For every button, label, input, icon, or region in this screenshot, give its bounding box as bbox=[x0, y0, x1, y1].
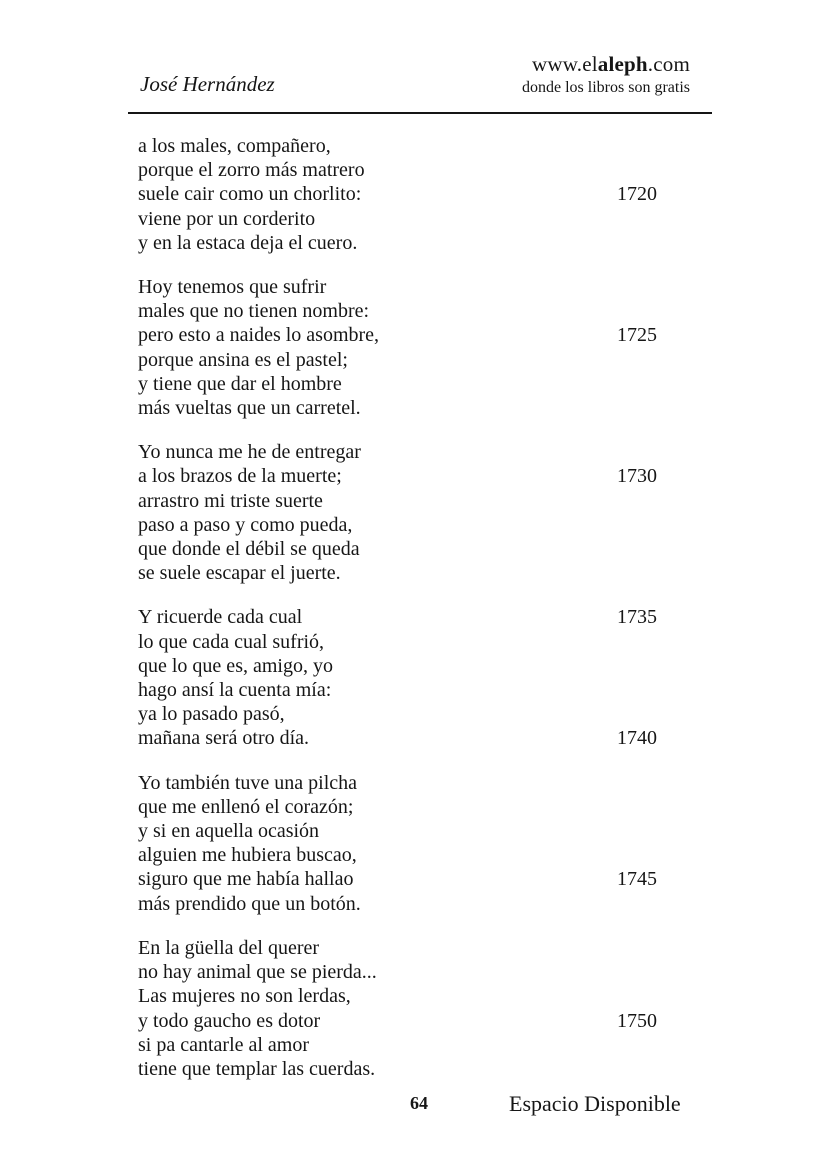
page-number: 64 bbox=[410, 1093, 428, 1113]
verse-line-number: 1720 bbox=[617, 183, 657, 206]
verse-text: más vueltas que un carretel. bbox=[138, 397, 361, 420]
verse-text: suele cair como un chorlito: bbox=[138, 183, 362, 206]
verse-text: porque el zorro más matrero bbox=[138, 159, 365, 182]
verse-line-number: 1745 bbox=[617, 868, 657, 891]
verse-line bbox=[138, 795, 657, 819]
verse-line bbox=[138, 231, 657, 255]
watermark-text: Espacio Disponible bbox=[509, 1091, 681, 1116]
stanza bbox=[138, 605, 657, 750]
verse-text: mañana será otro día. bbox=[138, 727, 310, 750]
verse-text: paso a paso y como pueda, bbox=[138, 513, 353, 536]
verse-text: pero esto a naides lo asombre, bbox=[138, 324, 380, 347]
verse-text: ya lo pasado pasó, bbox=[138, 703, 285, 726]
verse-line bbox=[138, 1033, 657, 1057]
verse-line bbox=[138, 630, 657, 654]
stanza bbox=[138, 936, 657, 1081]
verse-text: arrastro mi triste suerte bbox=[138, 489, 323, 512]
verse-text: si pa cantarle al amor bbox=[138, 1033, 310, 1056]
site-url-prefix: www.el bbox=[532, 52, 598, 76]
header-rule bbox=[128, 112, 712, 114]
verse-line bbox=[138, 372, 657, 396]
author-name: José Hernández bbox=[140, 72, 275, 96]
verse-line bbox=[138, 537, 657, 561]
verse-text: viene por un corderito bbox=[138, 207, 316, 230]
verse-line bbox=[138, 726, 657, 750]
site-tagline: donde los libros son gratis bbox=[522, 79, 690, 96]
verse-line-number: 1740 bbox=[617, 727, 657, 750]
verse-line bbox=[138, 182, 657, 206]
verse-text: alguien me hubiera buscao, bbox=[138, 844, 357, 867]
verse-line-number: 1750 bbox=[617, 1009, 657, 1032]
verse-line bbox=[138, 299, 657, 323]
verse-line bbox=[138, 843, 657, 867]
verse-text: Y ricuerde cada cual bbox=[138, 606, 303, 629]
verse-text: lo que cada cual sufrió, bbox=[138, 630, 325, 653]
verse-line bbox=[138, 207, 657, 231]
verse-text: que lo que es, amigo, yo bbox=[138, 654, 333, 677]
verse-text: Yo también tuve una pilcha bbox=[138, 771, 358, 794]
stanza bbox=[138, 771, 657, 916]
verse-line-number: 1725 bbox=[617, 324, 657, 347]
verse-text: siguro que me había hallao bbox=[138, 868, 354, 891]
verse-text: a los brazos de la muerte; bbox=[138, 465, 342, 488]
verse-text: y en la estaca deja el cuero. bbox=[138, 231, 358, 254]
verse-line bbox=[138, 771, 657, 795]
verse-line bbox=[138, 605, 657, 629]
site-url bbox=[522, 52, 690, 76]
verse-text: porque ansina es el pastel; bbox=[138, 348, 348, 371]
verse-line bbox=[138, 984, 657, 1008]
verse-line bbox=[138, 1009, 657, 1033]
poem-body bbox=[138, 134, 657, 1101]
verse-text: y si en aquella ocasión bbox=[138, 820, 320, 843]
site-url-suffix: .com bbox=[647, 52, 690, 76]
verse-line bbox=[138, 275, 657, 299]
verse-line bbox=[138, 867, 657, 891]
verse-line bbox=[138, 892, 657, 916]
stanza bbox=[138, 275, 657, 420]
verse-text: En la güella del querer bbox=[138, 936, 320, 959]
verse-text: tiene que templar las cuerdas. bbox=[138, 1057, 376, 1080]
verse-text: no hay animal que se pierda... bbox=[138, 961, 377, 984]
verse-line bbox=[138, 464, 657, 488]
verse-line bbox=[138, 936, 657, 960]
verse-line bbox=[138, 513, 657, 537]
verse-line bbox=[138, 960, 657, 984]
verse-line-number: 1730 bbox=[617, 465, 657, 488]
verse-text: Hoy tenemos que sufrir bbox=[138, 276, 327, 299]
verse-line bbox=[138, 819, 657, 843]
verse-text: a los males, compañero, bbox=[138, 135, 331, 157]
stanza bbox=[138, 440, 657, 585]
verse-line bbox=[138, 561, 657, 585]
verse-text: y todo gaucho es dotor bbox=[138, 1009, 321, 1032]
stanza bbox=[138, 134, 657, 255]
verse-line bbox=[138, 440, 657, 464]
verse-line bbox=[138, 348, 657, 372]
verse-line bbox=[138, 489, 657, 513]
verse-text: males que no tienen nombre: bbox=[138, 300, 370, 323]
verse-line bbox=[138, 702, 657, 726]
verse-line bbox=[138, 134, 657, 158]
verse-text: que donde el débil se queda bbox=[138, 538, 360, 561]
site-url-bold: aleph bbox=[597, 52, 648, 76]
verse-text: se suele escapar el juerte. bbox=[138, 562, 341, 585]
verse-line bbox=[138, 654, 657, 678]
verse-text: Yo nunca me he de entregar bbox=[138, 441, 361, 464]
verse-text: que me enllenó el corazón; bbox=[138, 795, 354, 818]
verse-line bbox=[138, 158, 657, 182]
verse-text: Las mujeres no son lerdas, bbox=[138, 985, 351, 1008]
verse-text: hago ansí la cuenta mía: bbox=[138, 679, 332, 702]
verse-line bbox=[138, 396, 657, 420]
verse-line bbox=[138, 323, 657, 347]
verse-text: más prendido que un botón. bbox=[138, 892, 361, 915]
verse-line bbox=[138, 678, 657, 702]
verse-line-number: 1735 bbox=[617, 606, 657, 629]
verse-line bbox=[138, 1057, 657, 1081]
verse-text: y tiene que dar el hombre bbox=[138, 372, 342, 395]
site-branding bbox=[522, 52, 690, 98]
page-header bbox=[140, 52, 690, 98]
